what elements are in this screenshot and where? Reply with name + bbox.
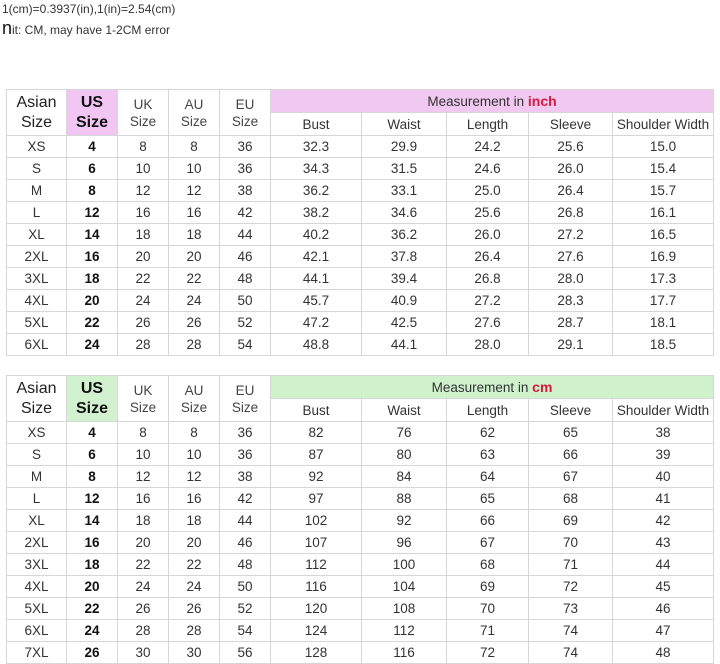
cell-asian-size: S [7, 158, 67, 180]
header-us-line1: US [80, 379, 104, 397]
header-uk-size [118, 90, 169, 136]
cell-eu-size: 46 [220, 532, 271, 554]
header-au-line1: AU [184, 382, 204, 398]
size-table-cm [6, 375, 714, 664]
cell-sleeve: 26.4 [529, 180, 613, 202]
table-row [7, 180, 714, 202]
cell-waist: 84 [362, 466, 447, 488]
cell-sleeve: 66 [529, 444, 613, 466]
cell-au-size: 12 [169, 180, 220, 202]
cell-sleeve: 25.6 [529, 136, 613, 158]
cell-bust: 87 [271, 444, 362, 466]
header-au-line2: Size [180, 113, 208, 129]
cell-shoulder-width: 43 [613, 532, 714, 554]
cell-us-size: 14 [67, 224, 118, 246]
cell-shoulder-width: 39 [613, 444, 714, 466]
cell-uk-size: 12 [118, 180, 169, 202]
cell-sleeve: 28.3 [529, 290, 613, 312]
cell-asian-size: M [7, 466, 67, 488]
cell-asian-size: 4XL [7, 576, 67, 598]
cell-waist: 36.2 [362, 224, 447, 246]
cell-length: 25.6 [447, 202, 529, 224]
cell-uk-size: 24 [118, 290, 169, 312]
header-eu-line1: EU [235, 382, 255, 398]
cell-eu-size: 36 [220, 444, 271, 466]
cell-sleeve: 26.8 [529, 202, 613, 224]
header-sleeve: Sleeve [529, 113, 613, 136]
header-shoulder-width: Shoulder Width [613, 399, 714, 422]
header-au-line1: AU [184, 96, 204, 112]
cell-us-size: 18 [67, 554, 118, 576]
header-length: Length [447, 399, 529, 422]
cell-asian-size: 4XL [7, 290, 67, 312]
header-us-line2: Size [75, 399, 108, 417]
cell-shoulder-width: 45 [613, 576, 714, 598]
header-bust: Bust [271, 113, 362, 136]
cell-shoulder-width: 15.0 [613, 136, 714, 158]
cell-eu-size: 38 [220, 180, 271, 202]
cell-bust: 82 [271, 422, 362, 444]
header-sleeve: Sleeve [529, 399, 613, 422]
table-row [7, 422, 714, 444]
cell-eu-size: 48 [220, 268, 271, 290]
table-row [7, 158, 714, 180]
header-eu-line2: Size [231, 399, 259, 415]
cell-length: 27.6 [447, 312, 529, 334]
cell-waist: 44.1 [362, 334, 447, 356]
cell-eu-size: 56 [220, 642, 271, 664]
cell-shoulder-width: 17.7 [613, 290, 714, 312]
header-uk-line2: Size [129, 113, 157, 129]
cell-asian-size: L [7, 488, 67, 510]
cell-length: 25.0 [447, 180, 529, 202]
cell-length: 26.0 [447, 224, 529, 246]
cell-us-size: 6 [67, 444, 118, 466]
cell-eu-size: 46 [220, 246, 271, 268]
cell-asian-size: 2XL [7, 532, 67, 554]
cell-eu-size: 48 [220, 554, 271, 576]
cell-asian-size: XS [7, 422, 67, 444]
cell-uk-size: 12 [118, 466, 169, 488]
cell-shoulder-width: 38 [613, 422, 714, 444]
cell-au-size: 26 [169, 312, 220, 334]
cell-us-size: 20 [67, 576, 118, 598]
cell-bust: 36.2 [271, 180, 362, 202]
cell-us-size: 24 [67, 620, 118, 642]
cell-us-size: 8 [67, 466, 118, 488]
cell-sleeve: 74 [529, 620, 613, 642]
error-note-text: it: CM, may have 1-2CM error [12, 23, 171, 37]
cell-length: 24.6 [447, 158, 529, 180]
header-waist: Waist [362, 399, 447, 422]
header-us-line1: US [80, 93, 104, 111]
header-waist: Waist [362, 113, 447, 136]
cell-bust: 107 [271, 532, 362, 554]
header-eu-line1: EU [235, 96, 255, 112]
cell-shoulder-width: 18.1 [613, 312, 714, 334]
cell-asian-size: 7XL [7, 642, 67, 664]
cell-waist: 33.1 [362, 180, 447, 202]
cell-length: 26.4 [447, 246, 529, 268]
cell-waist: 104 [362, 576, 447, 598]
cell-length: 27.2 [447, 290, 529, 312]
cell-sleeve: 67 [529, 466, 613, 488]
cell-waist: 76 [362, 422, 447, 444]
table-row [7, 620, 714, 642]
cell-length: 63 [447, 444, 529, 466]
table-row [7, 532, 714, 554]
cell-length: 69 [447, 576, 529, 598]
cell-uk-size: 26 [118, 598, 169, 620]
cell-sleeve: 29.1 [529, 334, 613, 356]
cell-bust: 38.2 [271, 202, 362, 224]
cell-au-size: 24 [169, 290, 220, 312]
cell-bust: 44.1 [271, 268, 362, 290]
cell-uk-size: 28 [118, 620, 169, 642]
cell-waist: 112 [362, 620, 447, 642]
cell-uk-size: 10 [118, 158, 169, 180]
cell-waist: 116 [362, 642, 447, 664]
cell-length: 62 [447, 422, 529, 444]
header-row [7, 376, 714, 399]
table-row [7, 224, 714, 246]
cell-au-size: 10 [169, 158, 220, 180]
table-row [7, 136, 714, 158]
cell-length: 71 [447, 620, 529, 642]
cell-us-size: 12 [67, 202, 118, 224]
cell-shoulder-width: 16.9 [613, 246, 714, 268]
cell-eu-size: 52 [220, 312, 271, 334]
cell-eu-size: 44 [220, 224, 271, 246]
cell-length: 70 [447, 598, 529, 620]
header-asian-line1: Asian [16, 93, 57, 111]
cell-shoulder-width: 40 [613, 466, 714, 488]
table-row [7, 246, 714, 268]
cell-eu-size: 44 [220, 510, 271, 532]
header-asian-line2: Size [20, 113, 53, 131]
cell-sleeve: 71 [529, 554, 613, 576]
measurement-header [271, 376, 714, 399]
cell-shoulder-width: 41 [613, 488, 714, 510]
cell-au-size: 24 [169, 576, 220, 598]
measurement-header [271, 90, 714, 113]
table-row [7, 488, 714, 510]
cell-length: 28.0 [447, 334, 529, 356]
cell-waist: 92 [362, 510, 447, 532]
cell-us-size: 26 [67, 642, 118, 664]
cell-bust: 92 [271, 466, 362, 488]
table-row [7, 466, 714, 488]
cell-uk-size: 28 [118, 334, 169, 356]
cell-uk-size: 22 [118, 268, 169, 290]
cell-asian-size: M [7, 180, 67, 202]
cell-uk-size: 20 [118, 532, 169, 554]
cell-length: 26.8 [447, 268, 529, 290]
header-au-size [169, 376, 220, 422]
cell-bust: 42.1 [271, 246, 362, 268]
error-note [2, 18, 170, 39]
cell-length: 67 [447, 532, 529, 554]
cell-us-size: 6 [67, 158, 118, 180]
cell-au-size: 18 [169, 510, 220, 532]
cell-us-size: 14 [67, 510, 118, 532]
header-row [7, 90, 714, 113]
cell-asian-size: XS [7, 136, 67, 158]
cell-length: 24.2 [447, 136, 529, 158]
cell-au-size: 30 [169, 642, 220, 664]
cell-waist: 100 [362, 554, 447, 576]
cell-shoulder-width: 44 [613, 554, 714, 576]
cell-us-size: 16 [67, 532, 118, 554]
cell-bust: 112 [271, 554, 362, 576]
header-asian-size [7, 376, 67, 422]
cell-asian-size: 3XL [7, 554, 67, 576]
cell-bust: 34.3 [271, 158, 362, 180]
cell-au-size: 16 [169, 488, 220, 510]
cell-uk-size: 20 [118, 246, 169, 268]
cell-waist: 37.8 [362, 246, 447, 268]
cell-asian-size: 5XL [7, 598, 67, 620]
table-row [7, 510, 714, 532]
size-table-inch [6, 89, 714, 356]
cell-uk-size: 18 [118, 510, 169, 532]
cell-eu-size: 50 [220, 290, 271, 312]
cell-asian-size: 5XL [7, 312, 67, 334]
cell-bust: 116 [271, 576, 362, 598]
header-us-size [67, 90, 118, 136]
header-au-size [169, 90, 220, 136]
header-uk-line2: Size [129, 399, 157, 415]
cell-us-size: 22 [67, 598, 118, 620]
cell-au-size: 28 [169, 620, 220, 642]
table-row [7, 444, 714, 466]
cell-au-size: 28 [169, 334, 220, 356]
cell-sleeve: 27.2 [529, 224, 613, 246]
header-uk-size [118, 376, 169, 422]
cell-au-size: 12 [169, 466, 220, 488]
cell-sleeve: 68 [529, 488, 613, 510]
cell-us-size: 8 [67, 180, 118, 202]
cell-waist: 39.4 [362, 268, 447, 290]
cell-length: 64 [447, 466, 529, 488]
cell-waist: 96 [362, 532, 447, 554]
error-note-prefix: n [2, 18, 13, 38]
cell-eu-size: 52 [220, 598, 271, 620]
cell-uk-size: 8 [118, 422, 169, 444]
header-bust: Bust [271, 399, 362, 422]
cell-asian-size: S [7, 444, 67, 466]
header-asian-size [7, 90, 67, 136]
header-shoulder-width: Shoulder Width [613, 113, 714, 136]
cell-shoulder-width: 17.3 [613, 268, 714, 290]
cell-eu-size: 38 [220, 466, 271, 488]
measurement-prefix: Measurement in [427, 94, 528, 109]
cell-bust: 124 [271, 620, 362, 642]
cell-eu-size: 54 [220, 334, 271, 356]
cell-us-size: 22 [67, 312, 118, 334]
cell-uk-size: 24 [118, 576, 169, 598]
cell-bust: 32.3 [271, 136, 362, 158]
cell-shoulder-width: 48 [613, 642, 714, 664]
cell-length: 68 [447, 554, 529, 576]
cell-au-size: 26 [169, 598, 220, 620]
header-length: Length [447, 113, 529, 136]
cell-waist: 34.6 [362, 202, 447, 224]
cell-us-size: 24 [67, 334, 118, 356]
table-row [7, 312, 714, 334]
cell-us-size: 16 [67, 246, 118, 268]
table-row [7, 576, 714, 598]
table-row [7, 268, 714, 290]
cell-eu-size: 50 [220, 576, 271, 598]
measurement-unit: inch [527, 93, 557, 109]
cell-length: 65 [447, 488, 529, 510]
cell-asian-size: 3XL [7, 268, 67, 290]
cell-sleeve: 28.0 [529, 268, 613, 290]
cell-sleeve: 65 [529, 422, 613, 444]
cell-au-size: 8 [169, 136, 220, 158]
header-asian-line1: Asian [16, 379, 57, 397]
cell-bust: 102 [271, 510, 362, 532]
cell-eu-size: 36 [220, 422, 271, 444]
cell-uk-size: 22 [118, 554, 169, 576]
cell-au-size: 10 [169, 444, 220, 466]
table-row [7, 290, 714, 312]
cell-uk-size: 16 [118, 202, 169, 224]
cell-waist: 108 [362, 598, 447, 620]
cell-eu-size: 36 [220, 136, 271, 158]
table-row [7, 554, 714, 576]
cell-au-size: 8 [169, 422, 220, 444]
cell-us-size: 20 [67, 290, 118, 312]
header-au-line2: Size [180, 399, 208, 415]
cell-shoulder-width: 16.5 [613, 224, 714, 246]
cell-au-size: 22 [169, 268, 220, 290]
cell-bust: 120 [271, 598, 362, 620]
cell-shoulder-width: 47 [613, 620, 714, 642]
cell-uk-size: 10 [118, 444, 169, 466]
cell-bust: 45.7 [271, 290, 362, 312]
cell-sleeve: 69 [529, 510, 613, 532]
cell-shoulder-width: 15.4 [613, 158, 714, 180]
cell-uk-size: 16 [118, 488, 169, 510]
measurement-unit: cm [532, 379, 553, 395]
cell-sleeve: 28.7 [529, 312, 613, 334]
cell-bust: 40.2 [271, 224, 362, 246]
cell-shoulder-width: 46 [613, 598, 714, 620]
header-uk-line1: UK [133, 96, 153, 112]
cell-eu-size: 42 [220, 488, 271, 510]
cell-shoulder-width: 16.1 [613, 202, 714, 224]
cell-sleeve: 72 [529, 576, 613, 598]
cell-waist: 31.5 [362, 158, 447, 180]
header-eu-line2: Size [231, 113, 259, 129]
table-row [7, 642, 714, 664]
cell-sleeve: 26.0 [529, 158, 613, 180]
table-row [7, 598, 714, 620]
cell-sleeve: 74 [529, 642, 613, 664]
cell-au-size: 18 [169, 224, 220, 246]
cell-length: 72 [447, 642, 529, 664]
cell-bust: 47.2 [271, 312, 362, 334]
cell-sleeve: 27.6 [529, 246, 613, 268]
cell-bust: 128 [271, 642, 362, 664]
cell-asian-size: XL [7, 224, 67, 246]
cell-uk-size: 18 [118, 224, 169, 246]
table-row [7, 334, 714, 356]
cell-waist: 29.9 [362, 136, 447, 158]
cell-us-size: 4 [67, 422, 118, 444]
cell-shoulder-width: 42 [613, 510, 714, 532]
conversion-note: 1(cm)=0.3937(in),1(in)=2.54(cm) [2, 2, 176, 16]
cell-asian-size: L [7, 202, 67, 224]
header-us-line2: Size [75, 113, 108, 131]
cell-sleeve: 70 [529, 532, 613, 554]
cell-asian-size: XL [7, 510, 67, 532]
cell-eu-size: 54 [220, 620, 271, 642]
cell-waist: 40.9 [362, 290, 447, 312]
cell-bust: 97 [271, 488, 362, 510]
cell-shoulder-width: 18.5 [613, 334, 714, 356]
header-eu-size [220, 90, 271, 136]
cell-us-size: 12 [67, 488, 118, 510]
cell-us-size: 18 [67, 268, 118, 290]
cell-asian-size: 2XL [7, 246, 67, 268]
cell-waist: 88 [362, 488, 447, 510]
cell-eu-size: 36 [220, 158, 271, 180]
cell-us-size: 4 [67, 136, 118, 158]
cell-bust: 48.8 [271, 334, 362, 356]
cell-sleeve: 73 [529, 598, 613, 620]
cell-au-size: 22 [169, 554, 220, 576]
cell-uk-size: 30 [118, 642, 169, 664]
cell-uk-size: 8 [118, 136, 169, 158]
header-asian-line2: Size [20, 399, 53, 417]
cell-uk-size: 26 [118, 312, 169, 334]
header-uk-line1: UK [133, 382, 153, 398]
cell-au-size: 16 [169, 202, 220, 224]
header-us-size [67, 376, 118, 422]
cell-asian-size: 6XL [7, 334, 67, 356]
cell-au-size: 20 [169, 246, 220, 268]
cell-length: 66 [447, 510, 529, 532]
table-row [7, 202, 714, 224]
cell-waist: 80 [362, 444, 447, 466]
cell-asian-size: 6XL [7, 620, 67, 642]
cell-shoulder-width: 15.7 [613, 180, 714, 202]
header-eu-size [220, 376, 271, 422]
cell-waist: 42.5 [362, 312, 447, 334]
measurement-prefix: Measurement in [431, 380, 533, 395]
cell-eu-size: 42 [220, 202, 271, 224]
cell-au-size: 20 [169, 532, 220, 554]
